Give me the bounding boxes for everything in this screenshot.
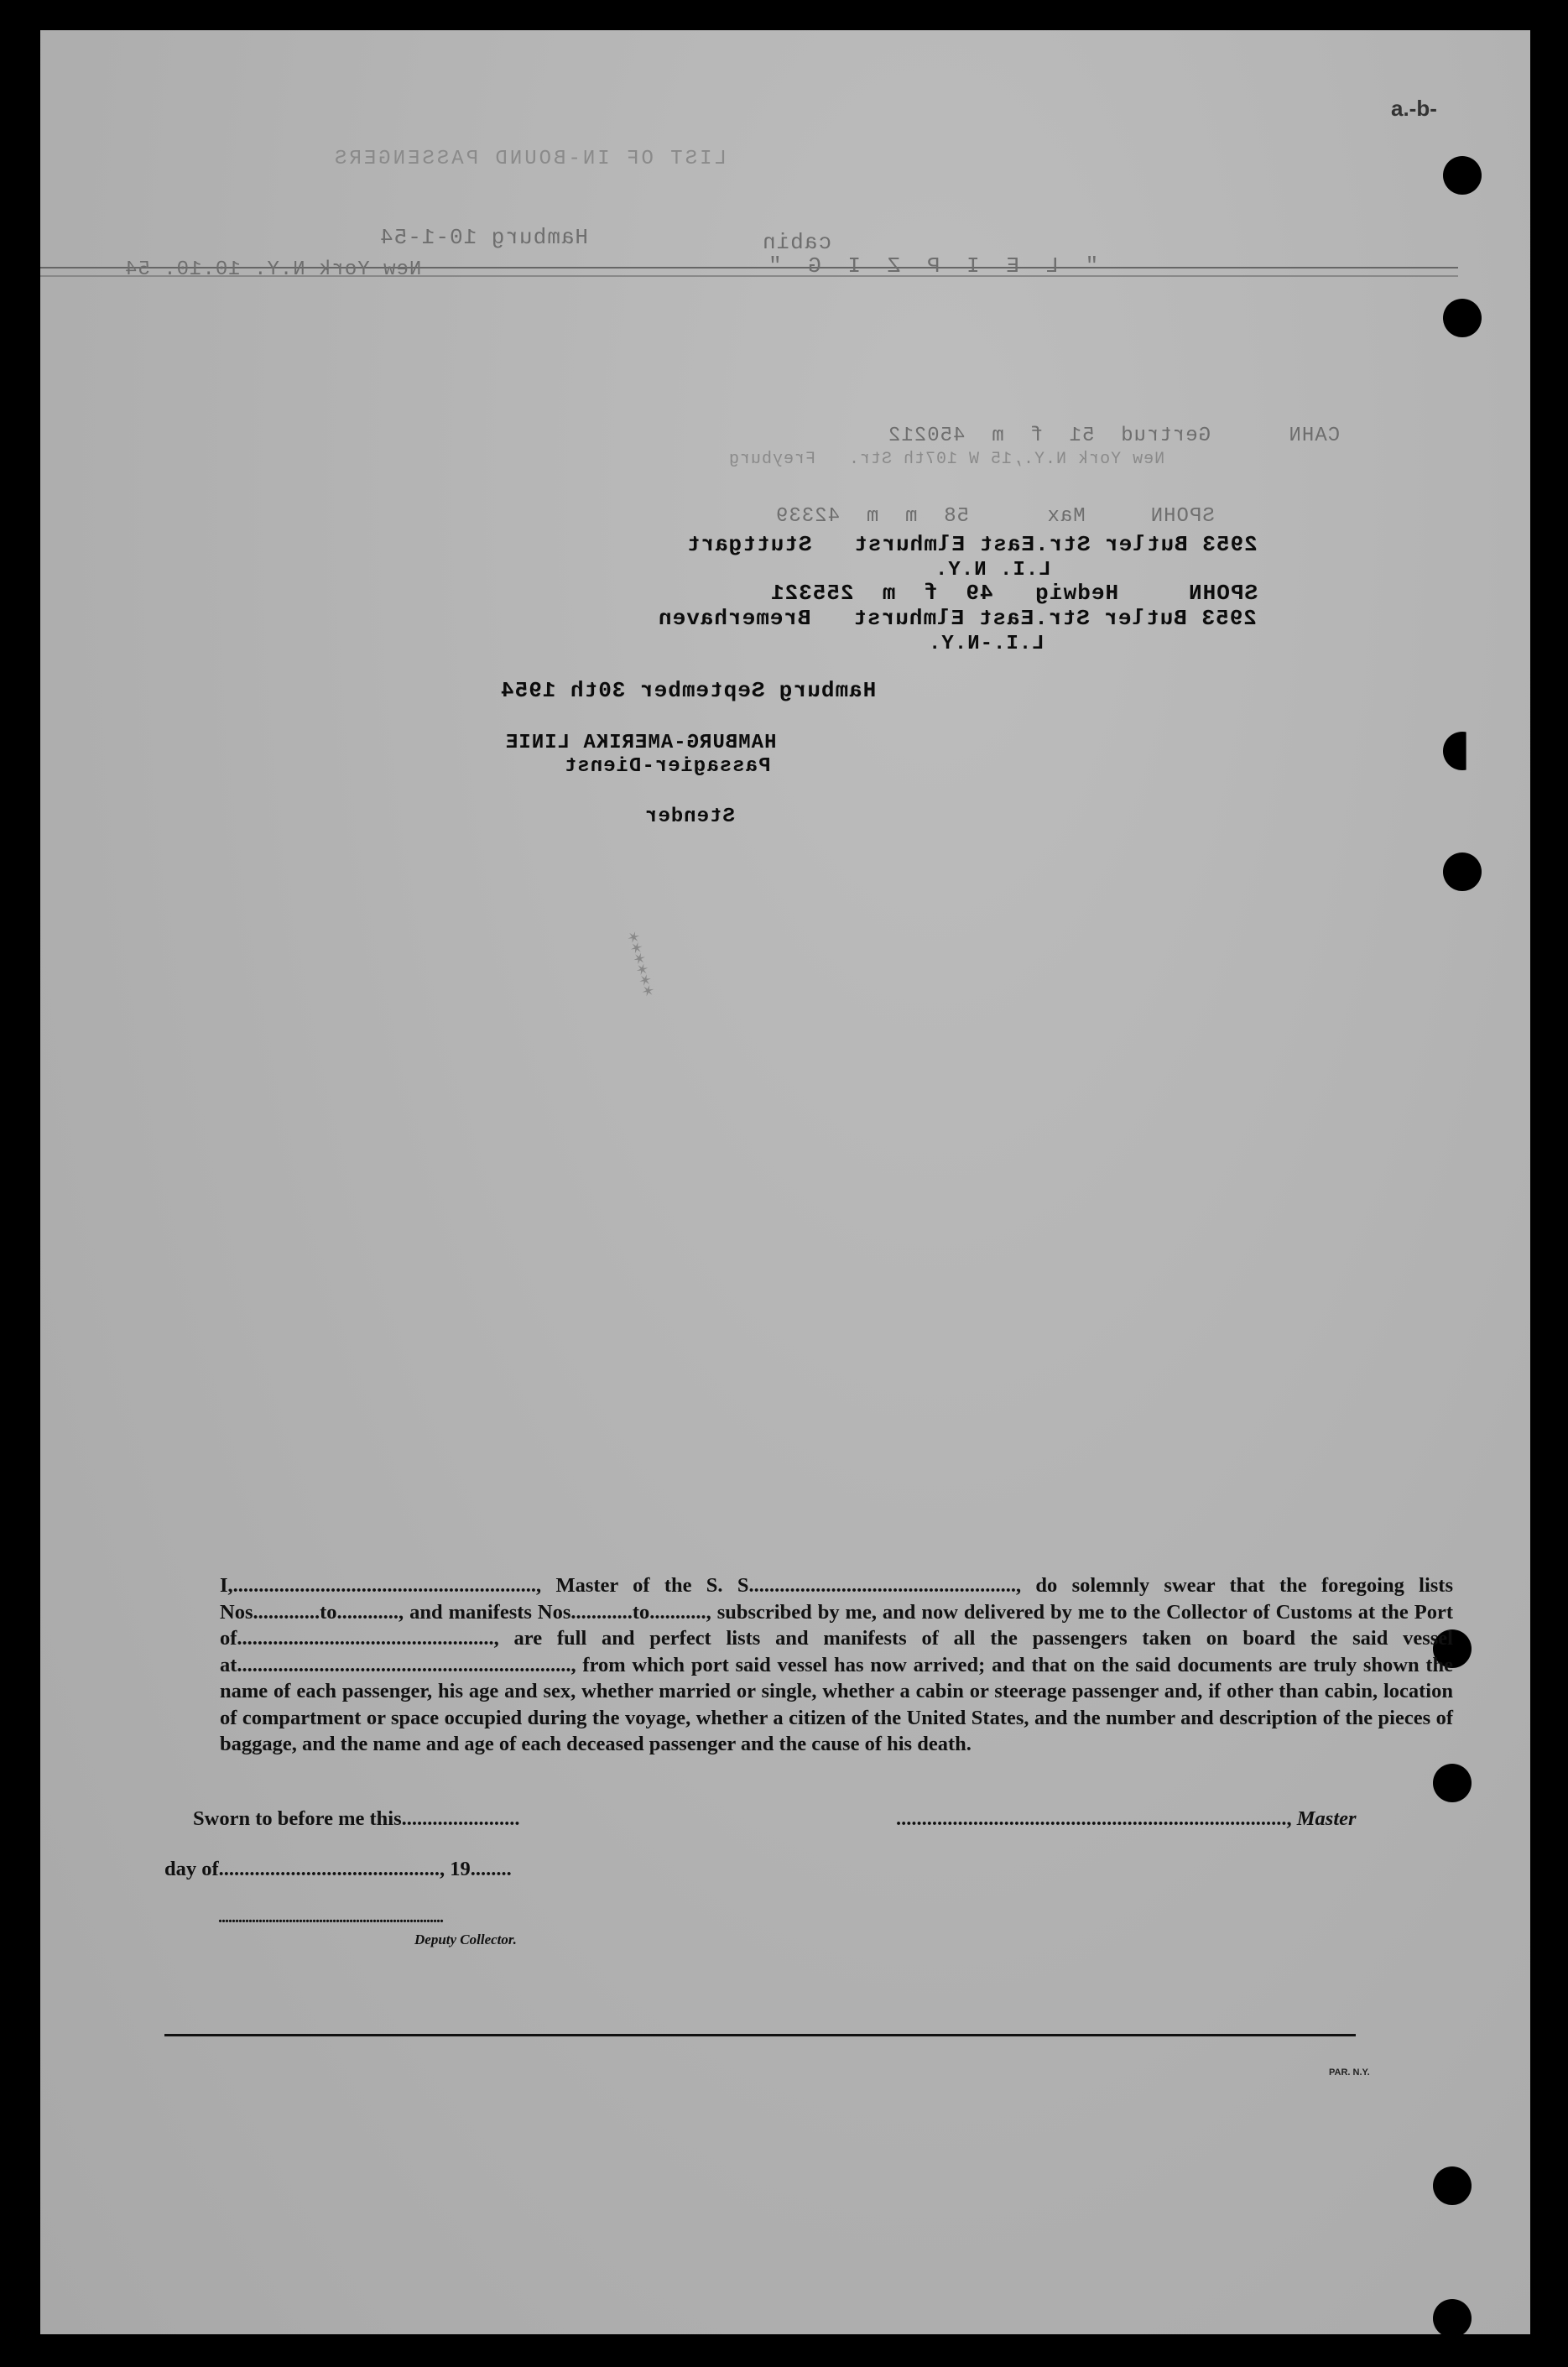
binder-hole: [1433, 2299, 1472, 2334]
header-title: LIST OF IN-BOUND PASSENGERS: [332, 148, 727, 170]
header-departure: Hamburg 10-1-54: [379, 225, 589, 250]
passenger-address-line: 2953 Butler Str.East Elmhurst Bremerhaven: [658, 606, 1257, 631]
deputy-collector-label: Deputy Collector.: [414, 1932, 517, 1947]
passenger-locality-line: L.I.-N.Y.: [928, 633, 1044, 655]
passenger-address-line: New York N.Y.,15 W 107th Str. Freyburg: [728, 450, 1165, 469]
binder-hole: [1443, 732, 1482, 770]
deputy-signature-line: ...................................................................: [218, 1908, 443, 1926]
binder-hole: [1443, 852, 1482, 891]
passenger-name-line: SPOHN Hedwig 49 f m 255321: [770, 581, 1258, 606]
passenger-name-line: CAHN Gertrud 51 f m 450212: [888, 425, 1341, 447]
sworn-line: Sworn to before me this.......................: [193, 1807, 520, 1830]
corner-mark: a.-b-: [1391, 96, 1437, 121]
form-code: PAR. N.Y.: [1329, 2067, 1370, 2078]
manifest-page: [40, 30, 1530, 2334]
master-signature-line: [896, 1807, 1357, 1831]
binder-hole: [1433, 1764, 1472, 1802]
stamp-mark: ✶✶✶✶✶✶: [621, 929, 659, 999]
oath-paragraph: [164, 1572, 1453, 1758]
signatory: Stender: [644, 806, 735, 828]
company-name: HAMBURG-AMERIKA LINIE: [505, 732, 777, 754]
day-of-line: day of..........................................., 19........: [164, 1858, 512, 1880]
oath-text: I,..........................................................., Master of the S. S...................................................., do solemnly swear that the foregoing lists Nos.............to............, and manifests Nos............to..........., subscribed by me, and now delivered by me to the Collector of Customs at the Port of.................................................., are full and perfect lists and manifests of all the passengers taken on board the said vessel at................................................................., from which port said vessel has now arrived; and that on the said documents are truly shown the name of each passenger, his age and sex, whether married or single, whether a cabin or steerage passenger and, if other than cabin, location of compartment or space occupied during the voyage, whether a citizen of the United States, and the number and description of the pieces of baggage, and the name and age of each deceased passenger and the cause of his death.: [220, 1574, 1453, 1755]
passenger-name-line: SPOHN Max 58 m m 42339: [775, 505, 1215, 528]
ship-name: " L E I P Z I G ": [762, 253, 1099, 279]
date-line: Hamburg September 30th 1954: [500, 678, 877, 703]
passenger-address-line: 2953 Butler Str.East Elmhurst Stuttgart: [686, 532, 1258, 557]
arrival-line: New York N.Y. 10.10. 54: [124, 258, 422, 281]
header-class: cabin: [762, 230, 832, 255]
binder-hole: [1443, 299, 1482, 337]
company-department: Passagier-Dienst: [564, 755, 771, 778]
binder-hole: [1443, 156, 1482, 195]
passenger-locality-line: L.I. N.Y.: [935, 559, 1051, 581]
footer-rule: [164, 2034, 1356, 2036]
master-label: Master: [1296, 1807, 1357, 1830]
binder-hole: [1433, 2166, 1472, 2205]
master-dots: ............................................................................,: [896, 1807, 1292, 1830]
